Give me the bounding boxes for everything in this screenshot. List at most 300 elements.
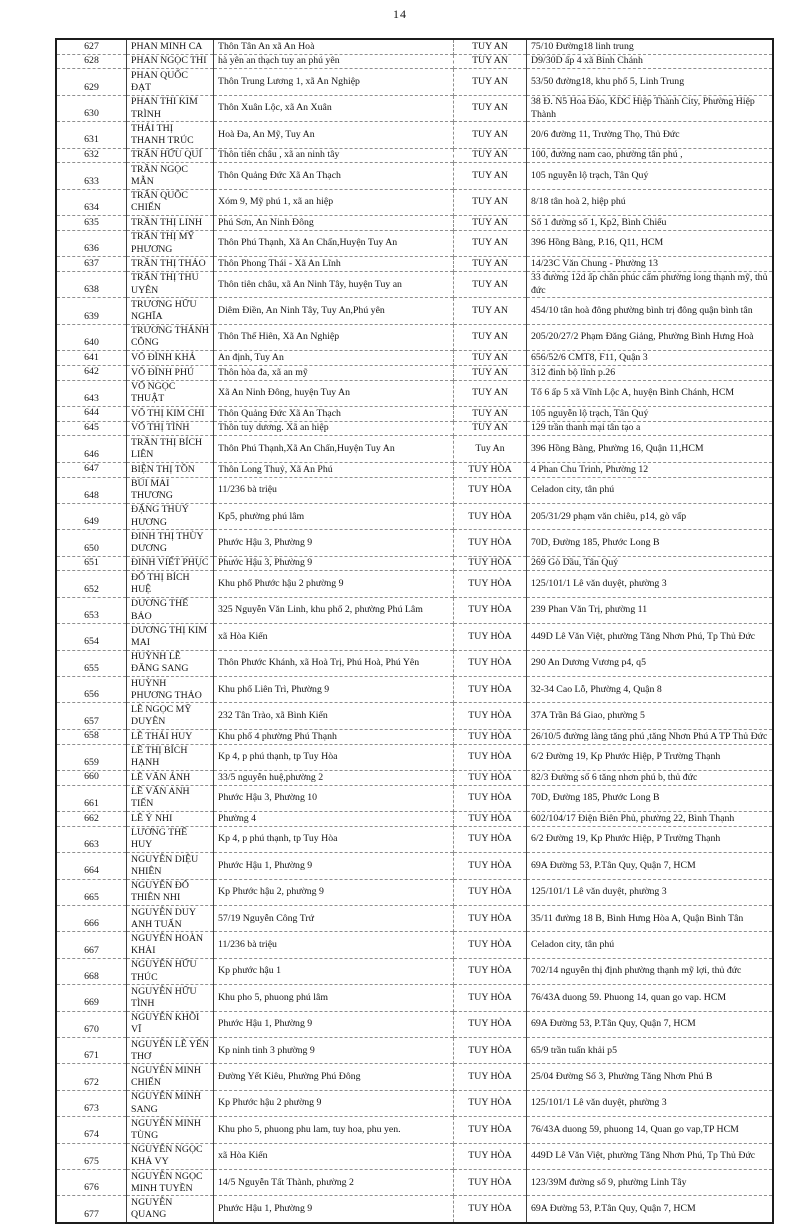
- table-row: [56, 69, 773, 95]
- origin-address-cell: Khu pho 5, phuong phu lam, tuy hoa, phu yen.: [214, 1117, 454, 1143]
- destination-address-cell: Celadon city, tân phú: [527, 932, 774, 958]
- row-number-cell: 667: [56, 932, 127, 958]
- table-row: [56, 1090, 773, 1116]
- origin-address-cell: Thôn Phú Thạnh, Xã An Chấn,Huyện Tuy An: [214, 230, 454, 256]
- district-cell: TUY HÒA: [454, 906, 527, 932]
- destination-address-cell: 105 nguyễn lộ trạch, Tân Quý: [527, 163, 774, 189]
- destination-address-cell: 100, đường nam cao, phường tân phú ,: [527, 148, 774, 163]
- row-number-cell: 670: [56, 1011, 127, 1037]
- row-number-cell: 653: [56, 597, 127, 623]
- table-row: [56, 421, 773, 436]
- district-cell: TUY AN: [454, 122, 527, 148]
- table-row: [56, 1196, 773, 1223]
- table-row: [56, 677, 773, 703]
- table-row: [56, 1143, 773, 1169]
- row-number-cell: 632: [56, 148, 127, 163]
- row-number-cell: 660: [56, 770, 127, 785]
- person-name-cell: LÊ THÁI HUY: [127, 729, 214, 744]
- table-row: [56, 95, 773, 121]
- destination-address-cell: 20/6 đường 11, Trường Thọ, Thủ Đức: [527, 122, 774, 148]
- row-number-cell: 664: [56, 853, 127, 879]
- table-row: [56, 744, 773, 770]
- origin-address-cell: hà yên an thạch tuy an phú yên: [214, 54, 454, 69]
- destination-address-cell: 35/11 đường 18 B, Bình Hưng Hòa A, Quận Bình Tân: [527, 906, 774, 932]
- origin-address-cell: Phường 4: [214, 812, 454, 827]
- destination-address-cell: 125/101/1 Lê văn duyệt, phường 3: [527, 879, 774, 905]
- row-number-cell: 652: [56, 571, 127, 597]
- row-number-cell: 665: [56, 879, 127, 905]
- destination-address-cell: Celadon city, tân phú: [527, 477, 774, 503]
- destination-address-cell: 69A Đường 53, P.Tân Quy, Quận 7, HCM: [527, 1011, 774, 1037]
- district-cell: TUY AN: [454, 230, 527, 256]
- origin-address-cell: 14/5 Nguyễn Tất Thành, phường 2: [214, 1170, 454, 1196]
- origin-address-cell: Khu phố Phước hậu 2 phường 9: [214, 571, 454, 597]
- origin-address-cell: Kp Phước hậu 2, phường 9: [214, 879, 454, 905]
- row-number-cell: 633: [56, 163, 127, 189]
- row-number-cell: 663: [56, 826, 127, 852]
- district-cell: TUY HÒA: [454, 530, 527, 556]
- destination-address-cell: 32-34 Cao Lỗ, Phường 4, Quận 8: [527, 677, 774, 703]
- district-cell: TUY HÒA: [454, 770, 527, 785]
- person-name-cell: NGUYỄN NGỌC MINH TUYỀN: [127, 1170, 214, 1196]
- district-cell: TUY HÒA: [454, 1090, 527, 1116]
- origin-address-cell: Thôn Quảng Đức Xã An Thạch: [214, 163, 454, 189]
- district-cell: TUY HÒA: [454, 932, 527, 958]
- row-number-cell: 629: [56, 69, 127, 95]
- destination-address-cell: 396 Hồng Bàng, Phường 16, Quận 11,HCM: [527, 436, 774, 462]
- person-name-cell: TRẦN QUỐC CHIẾN: [127, 189, 214, 215]
- table-row: [56, 1117, 773, 1143]
- row-number-cell: 642: [56, 365, 127, 380]
- person-name-cell: LÊ VĂN ÁNH: [127, 770, 214, 785]
- destination-address-cell: 129 trần thanh mại tân tạo a: [527, 421, 774, 436]
- person-name-cell: TRẦN NGỌC MẪN: [127, 163, 214, 189]
- person-name-cell: PHAN QUỐC ĐẠT: [127, 69, 214, 95]
- district-cell: TUY AN: [454, 406, 527, 421]
- row-number-cell: 647: [56, 462, 127, 477]
- person-name-cell: VÕ ĐÌNH PHÚ: [127, 365, 214, 380]
- row-number-cell: 630: [56, 95, 127, 121]
- destination-address-cell: 702/14 nguyễn thị định phường thạnh mỹ lợi, thủ đức: [527, 958, 774, 984]
- destination-address-cell: 125/101/1 Lê văn duyệt, phường 3: [527, 571, 774, 597]
- table-row: [56, 624, 773, 650]
- person-name-cell: NGUYỄN MINH TÙNG: [127, 1117, 214, 1143]
- row-number-cell: 635: [56, 216, 127, 231]
- destination-address-cell: Số 1 đường số 1, Kp2, Bình Chiểu: [527, 216, 774, 231]
- origin-address-cell: Phước Hậu 1, Phường 9: [214, 1196, 454, 1223]
- table-row: [56, 503, 773, 529]
- origin-address-cell: xã Hòa Kiến: [214, 624, 454, 650]
- table-row: [56, 365, 773, 380]
- destination-address-cell: 205/20/27/2 Phạm Đăng Giảng, Phường Bình Hưng Hoà: [527, 324, 774, 350]
- person-name-cell: ĐẶNG THUÝ HƯƠNG: [127, 503, 214, 529]
- origin-address-cell: Kp Phước hậu 2 phường 9: [214, 1090, 454, 1116]
- destination-address-cell: 449D Lê Văn Việt, phường Tăng Nhơn Phú, Tp Thủ Đức: [527, 1143, 774, 1169]
- table-row: [56, 148, 773, 163]
- person-name-cell: DƯƠNG THỊ KIM MAI: [127, 624, 214, 650]
- table-row: [56, 122, 773, 148]
- person-name-cell: NGUYỄN HOÀN KHẢI: [127, 932, 214, 958]
- row-number-cell: 655: [56, 650, 127, 676]
- district-cell: TUY HÒA: [454, 1038, 527, 1064]
- destination-address-cell: 656/52/6 CMT8, F11, Quận 3: [527, 351, 774, 366]
- origin-address-cell: Thôn Trung Lương 1, xã An Nghiệp: [214, 69, 454, 95]
- district-cell: TUY HÒA: [454, 826, 527, 852]
- row-number-cell: 654: [56, 624, 127, 650]
- page-number: 14: [393, 7, 407, 21]
- table-row: [56, 571, 773, 597]
- person-name-cell: TRẦN THỊ LINH: [127, 216, 214, 231]
- district-cell: TUY AN: [454, 351, 527, 366]
- person-name-cell: BÙI MAI THƯƠNG: [127, 477, 214, 503]
- table-row: [56, 436, 773, 462]
- destination-address-cell: 449D Lê Văn Việt, phường Tăng Nhơn Phú, Tp Thủ Đức: [527, 624, 774, 650]
- district-cell: TUY HÒA: [454, 556, 527, 571]
- row-number-cell: 668: [56, 958, 127, 984]
- table-row: [56, 556, 773, 571]
- person-name-cell: ĐỖ THỊ BÍCH HUỆ: [127, 571, 214, 597]
- table-row: [56, 324, 773, 350]
- origin-address-cell: Xã An Ninh Đông, huyện Tuy An: [214, 380, 454, 406]
- origin-address-cell: Kp 4, p phú thạnh, tp Tuy Hòa: [214, 744, 454, 770]
- person-name-cell: THÁI THỊ THANH TRÚC: [127, 122, 214, 148]
- origin-address-cell: Khu phố 4 phường Phú Thạnh: [214, 729, 454, 744]
- person-name-cell: NGUYỄN ĐỖ THIÊN NHI: [127, 879, 214, 905]
- row-number-cell: 631: [56, 122, 127, 148]
- table-row: [56, 906, 773, 932]
- destination-address-cell: 396 Hồng Bàng, P.16, Q11, HCM: [527, 230, 774, 256]
- table-row: [56, 189, 773, 215]
- person-name-cell: PHAN MINH CA: [127, 39, 214, 54]
- person-name-cell: VÕ NGỌC THUẬT: [127, 380, 214, 406]
- origin-address-cell: An định, Tuy An: [214, 351, 454, 366]
- row-number-cell: 645: [56, 421, 127, 436]
- origin-address-cell: Kp5, phường phú lâm: [214, 503, 454, 529]
- table-row: [56, 271, 773, 297]
- table-row: [56, 826, 773, 852]
- table-row: [56, 380, 773, 406]
- destination-address-cell: 69A Đường 53, P.Tân Quy, Quận 7, HCM: [527, 853, 774, 879]
- destination-address-cell: 38 Đ. N5 Hoa Đào, KDC Hiệp Thành City, Phường Hiệp Thành: [527, 95, 774, 121]
- district-cell: TUY AN: [454, 380, 527, 406]
- origin-address-cell: 57/19 Nguyễn Công Trứ: [214, 906, 454, 932]
- origin-address-cell: Kp phước hậu 1: [214, 958, 454, 984]
- district-cell: TUY HÒA: [454, 1143, 527, 1169]
- destination-address-cell: 53/50 đường18, khu phố 5, Linh Trung: [527, 69, 774, 95]
- destination-address-cell: 125/101/1 Lê văn duyệt, phường 3: [527, 1090, 774, 1116]
- origin-address-cell: Thôn Quảng Đức Xã An Thạch: [214, 406, 454, 421]
- origin-address-cell: xã Hòa Kiến: [214, 1143, 454, 1169]
- row-number-cell: 666: [56, 906, 127, 932]
- person-name-cell: HUỲNH PHƯƠNG THẢO: [127, 677, 214, 703]
- origin-address-cell: Thôn hòa đa, xã an mỹ: [214, 365, 454, 380]
- district-cell: TUY AN: [454, 257, 527, 272]
- table-row: [56, 879, 773, 905]
- row-number-cell: 671: [56, 1038, 127, 1064]
- person-name-cell: NGUYỄN DIỆU NHIÊN: [127, 853, 214, 879]
- person-name-cell: ĐINH THỊ THÙY DƯƠNG: [127, 530, 214, 556]
- table-row: [56, 216, 773, 231]
- roster-table: [55, 38, 774, 1224]
- district-cell: TUY HÒA: [454, 1170, 527, 1196]
- origin-address-cell: Thôn Phú Thạnh,Xã An Chấn,Huyện Tuy An: [214, 436, 454, 462]
- destination-address-cell: 26/10/5 đường làng tăng phú ,tăng Nhơn Phú A TP Thủ Đức: [527, 729, 774, 744]
- table-row: [56, 785, 773, 811]
- destination-address-cell: 602/104/17 Điện Biên Phủ, phường 22, Bình Thạnh: [527, 812, 774, 827]
- district-cell: TUY AN: [454, 54, 527, 69]
- table-row: [56, 462, 773, 477]
- person-name-cell: VÕ ĐÌNH KHÁ: [127, 351, 214, 366]
- table-row: [56, 812, 773, 827]
- person-name-cell: NGUYỄN MINH SANG: [127, 1090, 214, 1116]
- destination-address-cell: 76/43A duong 59. Phuong 14, quan go vap. HCM: [527, 985, 774, 1011]
- row-number-cell: 628: [56, 54, 127, 69]
- destination-address-cell: 69A Đường 53, P.Tân Quy, Quận 7, HCM: [527, 1196, 774, 1223]
- destination-address-cell: 205/31/29 phạm văn chiêu, p14, gò vấp: [527, 503, 774, 529]
- district-cell: TUY HÒA: [454, 1117, 527, 1143]
- origin-address-cell: Hoà Đa, An Mỹ, Tuy An: [214, 122, 454, 148]
- person-name-cell: ĐINH VIẾT PHỤC: [127, 556, 214, 571]
- district-cell: TUY HÒA: [454, 462, 527, 477]
- row-number-cell: 627: [56, 39, 127, 54]
- row-number-cell: 677: [56, 1196, 127, 1223]
- row-number-cell: 649: [56, 503, 127, 529]
- person-name-cell: LÊ Ý NHI: [127, 812, 214, 827]
- destination-address-cell: 8/18 tân hoà 2, hiệp phú: [527, 189, 774, 215]
- table-row: [56, 853, 773, 879]
- district-cell: TUY HÒA: [454, 879, 527, 905]
- table-row: [56, 54, 773, 69]
- district-cell: TUY HÒA: [454, 985, 527, 1011]
- table-row: [56, 1170, 773, 1196]
- table-row: [56, 530, 773, 556]
- district-cell: TUY AN: [454, 324, 527, 350]
- row-number-cell: 636: [56, 230, 127, 256]
- person-name-cell: LÊ VĂN ANH TIẾN: [127, 785, 214, 811]
- person-name-cell: NGUYỄN DUY ANH TUẤN: [127, 906, 214, 932]
- destination-address-cell: 269 Gò Dầu, Tân Quý: [527, 556, 774, 571]
- row-number-cell: 637: [56, 257, 127, 272]
- destination-address-cell: 454/10 tân hoà đông phường bình trị đông quận bình tân: [527, 298, 774, 324]
- row-number-cell: 643: [56, 380, 127, 406]
- origin-address-cell: Thôn tiên châu , xã an ninh tây: [214, 148, 454, 163]
- district-cell: TUY HÒA: [454, 853, 527, 879]
- table-row: [56, 958, 773, 984]
- destination-address-cell: 6/2 Đường 19, Kp Phước Hiệp, P Trường Thạnh: [527, 826, 774, 852]
- row-number-cell: 657: [56, 703, 127, 729]
- person-name-cell: PHAN THI KIM TRÌNH: [127, 95, 214, 121]
- person-name-cell: TRẦN THỊ THU UYÊN: [127, 271, 214, 297]
- table-row: [56, 1064, 773, 1090]
- destination-address-cell: Tổ 6 ấp 5 xã Vĩnh Lộc A, huyện Bình Chánh, HCM: [527, 380, 774, 406]
- person-name-cell: NGUYỄN LÊ YẾN THƠ: [127, 1038, 214, 1064]
- district-cell: TUY AN: [454, 271, 527, 297]
- table-row: [56, 1038, 773, 1064]
- person-name-cell: NGUYỄN HỮU TÌNH: [127, 985, 214, 1011]
- destination-address-cell: 70D, Đường 185, Phước Long B: [527, 530, 774, 556]
- district-cell: TUY AN: [454, 365, 527, 380]
- person-name-cell: TRẦN THỊ BÍCH LIÊN: [127, 436, 214, 462]
- person-name-cell: LÊ NGỌC MỸ DUYÊN: [127, 703, 214, 729]
- person-name-cell: TRƯƠNG HỮU NGHĨA: [127, 298, 214, 324]
- person-name-cell: NGUYỄN KHÔI VĨ: [127, 1011, 214, 1037]
- destination-address-cell: 25/04 Đường Số 3, Phường Tăng Nhơn Phú B: [527, 1064, 774, 1090]
- table-row: [56, 298, 773, 324]
- row-number-cell: 669: [56, 985, 127, 1011]
- table-row: [56, 406, 773, 421]
- district-cell: TUY AN: [454, 69, 527, 95]
- destination-address-cell: 82/3 Đường số 6 tăng nhơn phú b, thủ đức: [527, 770, 774, 785]
- row-number-cell: 673: [56, 1090, 127, 1116]
- table-row: [56, 650, 773, 676]
- district-cell: TUY AN: [454, 95, 527, 121]
- district-cell: TUY HÒA: [454, 729, 527, 744]
- destination-address-cell: 76/43A duong 59, phuong 14, Quan go vap,TP HCM: [527, 1117, 774, 1143]
- person-name-cell: VÕ THỊ KIM CHI: [127, 406, 214, 421]
- row-number-cell: 651: [56, 556, 127, 571]
- table-row: [56, 163, 773, 189]
- person-name-cell: LƯƠNG THẾ HUY: [127, 826, 214, 852]
- row-number-cell: 658: [56, 729, 127, 744]
- district-cell: TUY HÒA: [454, 597, 527, 623]
- origin-address-cell: Thôn tiên châu, xã An Ninh Tây, huyện Tuy an: [214, 271, 454, 297]
- person-name-cell: TRẦN HỮU QUÍ: [127, 148, 214, 163]
- district-cell: TUY HÒA: [454, 744, 527, 770]
- district-cell: TUY AN: [454, 421, 527, 436]
- district-cell: TUY HÒA: [454, 571, 527, 597]
- table-row: [56, 985, 773, 1011]
- table-row: [56, 39, 773, 54]
- table-row: [56, 477, 773, 503]
- table-row: [56, 703, 773, 729]
- table-row: [56, 597, 773, 623]
- person-name-cell: DƯƠNG THẾ BẢO: [127, 597, 214, 623]
- person-name-cell: TRẦN THỊ THẢO: [127, 257, 214, 272]
- person-name-cell: VÕ THỊ TÍNH: [127, 421, 214, 436]
- destination-address-cell: 65/9 trần tuấn khải p5: [527, 1038, 774, 1064]
- district-cell: TUY HÒA: [454, 703, 527, 729]
- row-number-cell: 640: [56, 324, 127, 350]
- row-number-cell: 650: [56, 530, 127, 556]
- destination-address-cell: D9/30D ấp 4 xã Bình Chánh: [527, 54, 774, 69]
- origin-address-cell: Phước Hậu 3, Phường 9: [214, 530, 454, 556]
- row-number-cell: 674: [56, 1117, 127, 1143]
- origin-address-cell: Thôn tuy dương. Xã an hiệp: [214, 421, 454, 436]
- table-row: [56, 257, 773, 272]
- row-number-cell: 646: [56, 436, 127, 462]
- person-name-cell: HUỲNH LÊ ĐĂNG SANG: [127, 650, 214, 676]
- person-name-cell: TRƯƠNG THÀNH CÔNG: [127, 324, 214, 350]
- row-number-cell: 661: [56, 785, 127, 811]
- row-number-cell: 656: [56, 677, 127, 703]
- destination-address-cell: 6/2 Đường 19, Kp Phước Hiệp, P Trường Thạnh: [527, 744, 774, 770]
- district-cell: TUY HÒA: [454, 477, 527, 503]
- destination-address-cell: 33 đường 12d ấp chân phúc cẩm phường long thạnh mỹ, thủ đức: [527, 271, 774, 297]
- person-name-cell: NGUYỄN NGỌC KHẢ VY: [127, 1143, 214, 1169]
- origin-address-cell: Diêm Điền, An Ninh Tây, Tuy An,Phú yên: [214, 298, 454, 324]
- table-row: [56, 932, 773, 958]
- origin-address-cell: Khu pho 5, phuong phú lâm: [214, 985, 454, 1011]
- district-cell: TUY AN: [454, 189, 527, 215]
- origin-address-cell: Kp 4, p phú thạnh, tp Tuy Hòa: [214, 826, 454, 852]
- person-name-cell: LÊ THỊ BÍCH HẠNH: [127, 744, 214, 770]
- district-cell: TUY HÒA: [454, 958, 527, 984]
- origin-address-cell: Phước Hậu 3, Phường 9: [214, 556, 454, 571]
- origin-address-cell: 232 Tân Trào, xã Bình Kiến: [214, 703, 454, 729]
- table-row: [56, 230, 773, 256]
- table-row: [56, 770, 773, 785]
- row-number-cell: 638: [56, 271, 127, 297]
- person-name-cell: BIỆN THỊ TỒN: [127, 462, 214, 477]
- district-cell: TUY HÒA: [454, 812, 527, 827]
- origin-address-cell: Thôn Long Thuỷ, Xã An Phú: [214, 462, 454, 477]
- district-cell: TUY HÒA: [454, 1196, 527, 1223]
- district-cell: TUY AN: [454, 298, 527, 324]
- destination-address-cell: 75/10 Đường18 linh trung: [531, 40, 634, 52]
- district-cell: TUY AN: [454, 148, 527, 163]
- row-number-cell: 662: [56, 812, 127, 827]
- district-cell: TUY AN: [454, 216, 527, 231]
- district-cell: TUY HÒA: [454, 1064, 527, 1090]
- district-cell: TUY HÒA: [454, 503, 527, 529]
- row-number-cell: 634: [56, 189, 127, 215]
- row-number-cell: 639: [56, 298, 127, 324]
- table-row: [56, 729, 773, 744]
- origin-address-cell: Phước Hậu 3, Phường 10: [214, 785, 454, 811]
- row-number-cell: 648: [56, 477, 127, 503]
- destination-address-cell: 123/39M đường số 9, phường Linh Tây: [527, 1170, 774, 1196]
- table-row: [56, 1011, 773, 1037]
- person-name-cell: NGUYỄN MINH CHIẾN: [127, 1064, 214, 1090]
- origin-address-cell: Thôn Tân An xã An Hoà: [214, 39, 454, 54]
- district-cell: TUY HÒA: [454, 1011, 527, 1037]
- origin-address-cell: Phước Hậu 1, Phường 9: [214, 1011, 454, 1037]
- origin-address-cell: 325 Nguyễn Văn Linh, khu phố 2, phường Phú Lâm: [214, 597, 454, 623]
- origin-address-cell: 33/5 nguyễn huệ,phường 2: [214, 770, 454, 785]
- table-row: [56, 351, 773, 366]
- origin-address-cell: 11/236 bà triệu: [214, 932, 454, 958]
- district-cell: TUY AN: [454, 163, 527, 189]
- district-cell: TUY HÒA: [454, 624, 527, 650]
- row-number-cell: 676: [56, 1170, 127, 1196]
- destination-address-cell: 14/23C Văn Chung - Phường 13: [527, 257, 774, 272]
- origin-address-cell: Xóm 9, Mỹ phú 1, xã an hiệp: [214, 189, 454, 215]
- destination-address-cell: 105 nguyễn lộ trạch, Tân Quý: [527, 406, 774, 421]
- origin-address-cell: Thôn Xuân Lộc, xã An Xuân: [214, 95, 454, 121]
- origin-address-cell: Phước Hậu 1, Phường 9: [214, 853, 454, 879]
- destination-address-cell: 70D, Đường 185, Phước Long B: [527, 785, 774, 811]
- row-number-cell: 644: [56, 406, 127, 421]
- origin-address-cell: Thôn Thế Hiên, Xã An Nghiệp: [214, 324, 454, 350]
- district-cell: Tuy An: [454, 436, 527, 462]
- destination-address-cell: 239 Phan Văn Trị, phường 11: [527, 597, 774, 623]
- row-number-cell: 641: [56, 351, 127, 366]
- person-name-cell: NGUYỄN HỮU THÚC: [127, 958, 214, 984]
- origin-address-cell: Phú Sơn, An Ninh Đông: [214, 216, 454, 231]
- origin-address-cell: 11/236 bà triệu: [214, 477, 454, 503]
- person-name-cell: TRẦN THỊ MỸ PHƯƠNG: [127, 230, 214, 256]
- origin-address-cell: Khu phố Liên Trì, Phường 9: [214, 677, 454, 703]
- district-cell: TUY AN: [454, 39, 527, 54]
- district-cell: TUY HÒA: [454, 785, 527, 811]
- destination-address-cell: 4 Phan Chu Trinh, Phường 12: [527, 462, 774, 477]
- person-name-cell: NGUYỄN QUANG: [127, 1196, 214, 1223]
- origin-address-cell: Thôn Phong Thái - Xã An Lĩnh: [214, 257, 454, 272]
- origin-address-cell: Thôn Phước Khánh, xã Hoà Trị, Phú Hoà, Phú Yên: [214, 650, 454, 676]
- destination-address-cell: 290 An Dương Vương p4, q5: [527, 650, 774, 676]
- origin-address-cell: Kp ninh tinh 3 phường 9: [214, 1038, 454, 1064]
- row-number-cell: 675: [56, 1143, 127, 1169]
